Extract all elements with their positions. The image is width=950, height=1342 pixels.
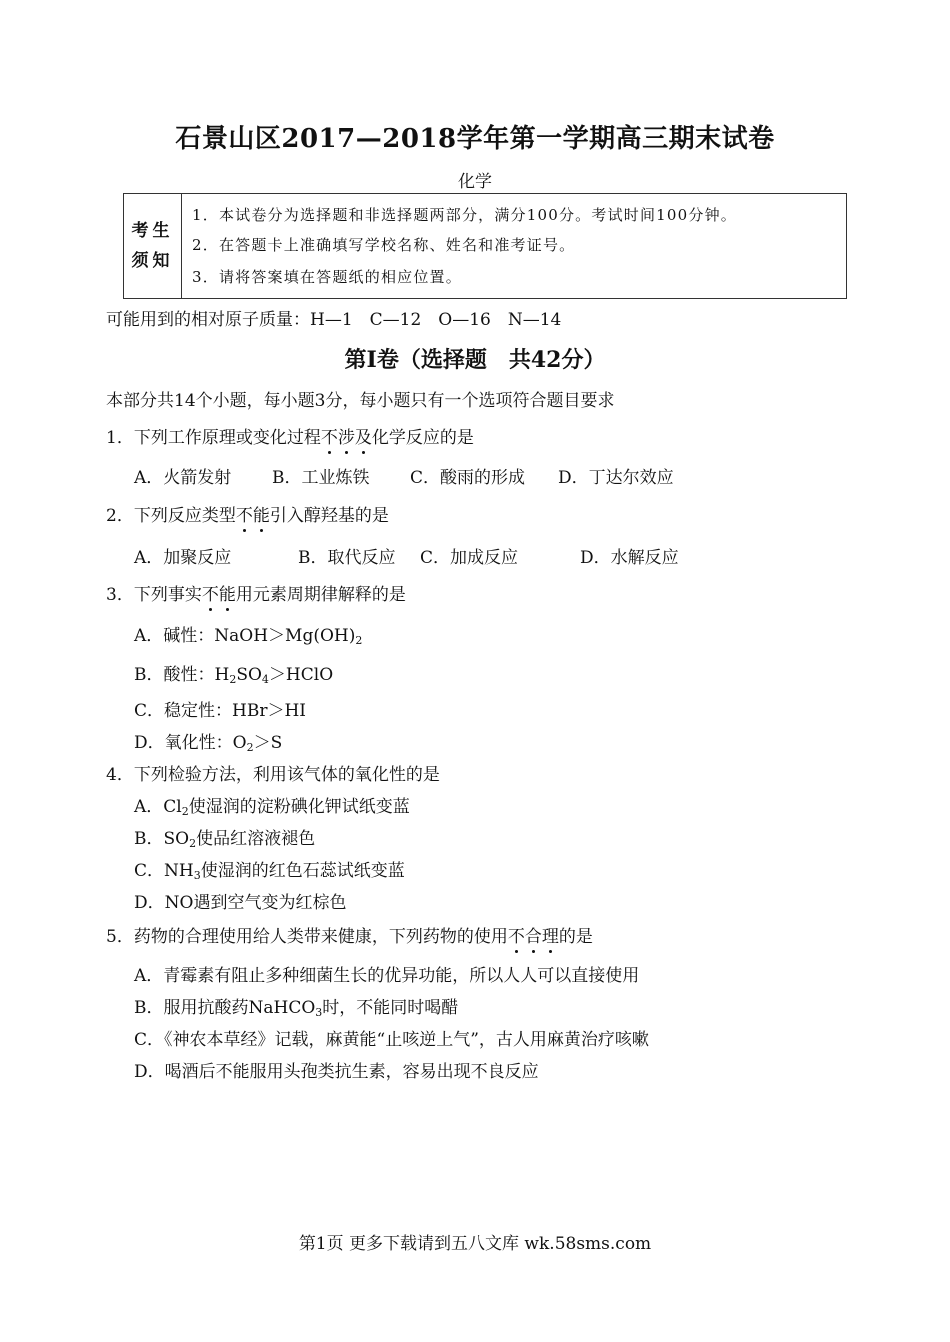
- question-5-option-d: D．喝酒后不能服用头孢类抗生素，容易出现不良反应: [134, 1062, 539, 1082]
- option-text: 使湿润的淀粉碘化钾试纸变蓝: [188, 797, 410, 817]
- question-3-stem: [106, 580, 406, 605]
- section-title: 第Ⅰ卷（选择题 共42分）: [344, 347, 606, 373]
- question-5-option-c: C．《神农本草经》记载，麻黄能“止咳逆上气”，古人用麻黄治疗咳嗽: [134, 1030, 649, 1050]
- subscript: 2: [246, 741, 254, 754]
- emphasis-char: 能: [218, 585, 236, 605]
- question-1-option-d: D．丁达尔效应: [558, 468, 674, 488]
- notice-label-line1: 考生: [131, 221, 174, 241]
- emphasis-char: 理: [541, 927, 559, 947]
- notice-item: 1．本试卷分为选择题和非选择题两部分，满分100分。考试时间100分钟。: [192, 206, 738, 224]
- option-text: 使品红溶液褪色: [196, 829, 316, 849]
- emphasis-char: 能: [252, 506, 270, 526]
- subscript: 4: [261, 673, 269, 686]
- option-text: 时，不能同时喝醋: [322, 998, 459, 1018]
- option-text: B．酸性：H: [134, 665, 230, 685]
- notice-item: 3．请将答案填在答题纸的相应位置。: [192, 268, 462, 286]
- option-text: C．NH: [134, 861, 194, 881]
- question-1-option-b: B．工业炼铁: [272, 468, 370, 488]
- question-4-option-b: [134, 824, 315, 849]
- option-text: A．碱性：NaOH＞Mg(OH): [134, 626, 356, 646]
- option-text: SO: [236, 665, 262, 685]
- emphasis-char: 不: [320, 428, 338, 448]
- option-text: ＞HClO: [268, 665, 334, 685]
- emphasis-char: 不: [235, 506, 253, 526]
- option-text: 使湿润的红色石蕊试纸变蓝: [200, 861, 405, 881]
- option-text: D．氧化性：O: [134, 733, 247, 753]
- exam-title: 石景山区2017—2018学年第一学期高三期末试卷: [175, 124, 775, 154]
- question-1-option-a: A．火箭发射: [134, 468, 232, 488]
- subscript: 3: [315, 1006, 323, 1019]
- question-3-option-d: [134, 728, 282, 753]
- option-text: B．服用抗酸药NaHCO: [134, 998, 316, 1018]
- stem-text: 5．药物的合理使用给人类带来健康，下列药物的使用: [106, 927, 508, 947]
- subject-label: 化学: [458, 172, 492, 192]
- option-text: B．SO: [134, 829, 190, 849]
- question-2-option-a: A．加聚反应: [134, 548, 232, 568]
- question-3-option-a: [134, 621, 362, 646]
- stem-text: 的是: [558, 927, 593, 947]
- question-4-option-c: [134, 856, 405, 881]
- question-1-stem: [106, 423, 474, 448]
- section-intro: 本部分共14个小题，每小题3分，每小题只有一个选项符合题目要求: [106, 391, 615, 411]
- stem-text: 用元素周期律解释的是: [235, 585, 406, 605]
- notice-label: [124, 194, 182, 298]
- stem-text: 化学反应的是: [371, 428, 474, 448]
- stem-text: 1．下列工作原理或变化过程: [106, 428, 321, 448]
- atomic-mass-line: 可能用到的相对原子质量：H—1 C—12 O—16 N—14: [106, 310, 562, 330]
- question-5-stem: [106, 922, 593, 947]
- option-text: A．Cl: [134, 797, 182, 817]
- question-2-option-c: C．加成反应: [420, 548, 519, 568]
- question-1-option-c: C．酸雨的形成: [410, 468, 526, 488]
- notice-item: 2．在答题卡上准确填写学校名称、姓名和准考证号。: [192, 236, 576, 254]
- emphasis-char: 不: [507, 927, 525, 947]
- option-text: ＞S: [253, 733, 283, 753]
- question-4-option-d: D．NO遇到空气变为红棕色: [134, 893, 347, 913]
- stem-text: 2．下列反应类型: [106, 506, 236, 526]
- emphasis-char: 及: [354, 428, 372, 448]
- question-2-option-b: B．取代反应: [298, 548, 396, 568]
- subscript: 2: [355, 634, 363, 647]
- page-footer: 第1页 更多下载请到五八文库 wk.58sms.com: [298, 1234, 652, 1254]
- question-5-option-a: A．青霉素有阻止多种细菌生长的优异功能，所以人人可以直接使用: [134, 966, 640, 986]
- emphasis-char: 合: [524, 927, 542, 947]
- subscript: 2: [189, 837, 197, 850]
- notice-box: [123, 193, 847, 299]
- subscript: 3: [193, 869, 201, 882]
- question-2-stem: [106, 501, 389, 526]
- question-4-stem: 4．下列检验方法，利用该气体的氧化性的是: [106, 765, 440, 785]
- question-3-option-c: C．稳定性：HBr＞HI: [134, 701, 306, 721]
- emphasis-char: 涉: [337, 428, 355, 448]
- question-2-option-d: D．水解反应: [580, 548, 679, 568]
- question-4-option-a: [134, 792, 410, 817]
- subscript: 2: [181, 805, 189, 818]
- notice-label-line2: 须知: [131, 251, 174, 271]
- question-3-option-b: [134, 660, 333, 685]
- subscript: 2: [229, 673, 237, 686]
- emphasis-char: 不: [201, 585, 219, 605]
- stem-text: 引入醇羟基的是: [269, 506, 389, 526]
- stem-text: 3．下列事实: [106, 585, 202, 605]
- question-5-option-b: [134, 993, 458, 1018]
